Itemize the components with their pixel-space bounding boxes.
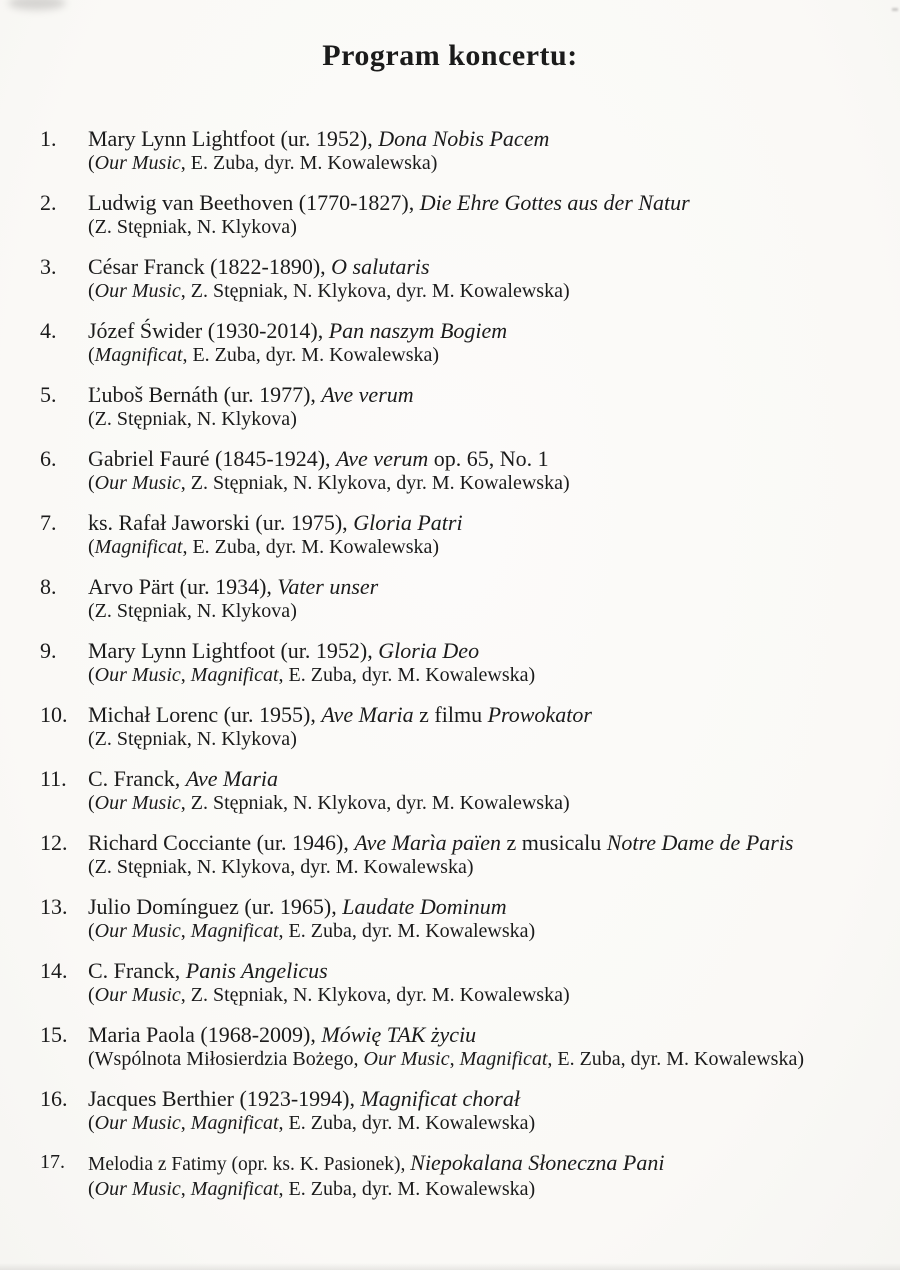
entry-text-italic: Pan naszym Bogiem [328,318,508,343]
entry-content [88,830,870,880]
entry-number: 10. [40,702,68,727]
entry-content [88,574,870,624]
program-entry [40,702,870,752]
entry-text-roman: Jacques Berthier (1923-1994), [88,1086,361,1111]
entry-composer-and-title [88,190,870,215]
program-entry [40,382,870,432]
entry-text-roman: , [180,1112,191,1134]
entry-performers [88,1177,870,1202]
entry-text-italic: Our Music [94,152,181,174]
entry-composer-and-title [88,766,870,791]
entry-text-roman: , E. Zuba, dyr. M. Kowalewska) [182,344,440,366]
entry-text-roman: , E. Zuba, dyr. M. Kowalewska) [180,152,438,174]
program-entry [40,318,870,368]
entry-performers [88,855,870,880]
entry-text-roman: op. 65, No. 1 [428,446,549,471]
program-entry [40,894,870,944]
entry-text-italic: Our Music [94,280,181,302]
entry-text-roman: Maria Paola (1968-2009), [88,1022,322,1047]
entry-text-roman: ( [88,1112,95,1134]
entry-content [88,126,870,176]
entry-text-roman: , [180,920,191,942]
entry-text-roman: , E. Zuba, dyr. M. Kowalewska) [278,1112,536,1134]
entry-text-italic: Our Music [94,1178,181,1200]
entry-text-roman: (Z. Stępniak, N. Klykova, dyr. M. Kowalewska) [88,856,474,878]
entry-text-italic: Magnificat [190,1178,279,1200]
entry-number: 15. [40,1022,68,1047]
entry-text-roman: (Wspólnota Miłosierdzia Bożego, [88,1048,364,1070]
entry-composer-and-title [88,638,870,663]
entry-text-italic: Panis Angelicus [185,958,328,983]
entry-text-roman: Melodia z Fatimy (opr. ks. K. Pasionek), [88,1154,411,1175]
entry-content [88,1022,870,1072]
program-entry [40,830,870,880]
entry-text-italic: Ave Marìa païen [354,830,502,855]
entry-text-roman: Richard Cocciante (ur. 1946), [88,830,355,855]
entry-text-roman: Mary Lynn Lightfoot (ur. 1952), [88,638,379,663]
entry-text-roman: , Z. Stępniak, N. Klykova, dyr. M. Kowalewska) [180,280,570,302]
entry-text-italic: Magnificat [190,1112,279,1134]
entry-composer-and-title [88,1086,870,1111]
entry-text-roman: z musicalu [501,830,607,855]
program-entry [40,126,870,176]
entry-number: 5. [40,382,57,407]
scan-artifact-top-right [892,8,898,11]
entry-number: 11. [40,766,67,791]
program-entry [40,1150,870,1202]
entry-number: 17. [40,1151,65,1173]
entry-text-roman: Arvo Pärt (ur. 1934), [88,574,278,599]
program-entry [40,190,870,240]
entry-text-roman: , Z. Stępniak, N. Klykova, dyr. M. Kowalewska) [180,472,570,494]
entry-content [88,702,870,752]
entry-performers [88,983,870,1008]
entry-text-roman: Mary Lynn Lightfoot (ur. 1952), [88,126,379,151]
entry-text-italic: Magnificat [94,536,183,558]
page-title: Program koncertu: [322,39,578,72]
entry-text-roman: C. Franck, [88,766,186,791]
entry-text-roman: (Z. Stępniak, N. Klykova) [88,728,297,750]
entry-composer-and-title [88,382,870,407]
entry-text-roman: , E. Zuba, dyr. M. Kowalewska) [547,1048,804,1070]
entry-text-roman: César Franck (1822-1890), [88,254,332,279]
entry-text-roman: ( [88,344,95,366]
entry-content [88,894,870,944]
entry-performers [88,471,870,496]
entry-number: 16. [40,1086,68,1111]
entry-content [88,510,870,560]
entry-content [88,382,870,432]
entry-text-italic: Ave Maria [321,702,414,727]
entry-composer-and-title [88,702,870,727]
entry-composer-and-title [88,958,870,983]
program-list [40,126,870,1202]
entry-performers [88,535,870,560]
entry-number: 6. [40,446,57,471]
entry-text-italic: Magnificat chorał [360,1086,520,1111]
entry-text-roman: , [180,1178,191,1200]
entry-text-italic: Notre Dame de Paris [606,830,794,855]
entry-performers [88,407,870,432]
entry-performers [88,1111,870,1136]
program-entry [40,638,870,688]
entry-text-roman: Józef Świder (1930-2014), [88,318,329,343]
entry-text-roman: , [180,664,191,686]
entry-composer-and-title [88,446,870,471]
program-entry [40,1086,870,1136]
entry-text-roman: Ludwig van Beethoven (1770-1827), [88,190,420,215]
entry-number: 2. [40,190,57,215]
entry-text-roman: ( [88,280,95,302]
entry-text-italic: Gloria Deo [378,638,480,663]
entry-text-roman: ks. Rafał Jaworski (ur. 1975), [88,510,354,535]
entry-text-italic: Magnificat [459,1048,548,1070]
entry-performers [88,663,870,688]
entry-composer-and-title [88,830,870,855]
entry-composer-and-title [88,574,870,599]
entry-number: 1. [40,126,57,151]
entry-text-roman: (Z. Stępniak, N. Klykova) [88,600,297,622]
entry-composer-and-title [88,1150,870,1177]
entry-text-roman: ( [88,984,95,1006]
entry-text-roman: (Z. Stępniak, N. Klykova) [88,216,297,238]
entry-text-italic: Ave verum [321,382,414,407]
program-entry [40,510,870,560]
entry-number: 9. [40,638,57,663]
entry-number: 8. [40,574,57,599]
entry-performers [88,1047,870,1072]
entry-text-roman: , E. Zuba, dyr. M. Kowalewska) [278,920,536,942]
entry-text-italic: Vater unser [277,574,379,599]
entry-text-italic: Our Music [94,1112,181,1134]
entry-text-italic: Our Music [94,984,181,1006]
entry-text-roman: Michał Lorenc (ur. 1955), [88,702,322,727]
entry-text-roman: Ľuboš Bernáth (ur. 1977), [88,382,322,407]
entry-text-italic: Ave verum [336,446,429,471]
entry-content [88,254,870,304]
entry-performers [88,343,870,368]
entry-content [88,1150,870,1202]
entry-content [88,1086,870,1136]
entry-performers [88,215,870,240]
entry-text-roman: ( [88,1178,95,1200]
program-entry [40,574,870,624]
entry-text-italic: Niepokalana Słoneczna Pani [410,1150,665,1175]
entry-composer-and-title [88,894,870,919]
entry-text-italic: O salutaris [331,254,430,279]
entry-text-italic: Laudate Dominum [342,894,507,919]
entry-text-italic: Gloria Patri [353,510,463,535]
program-entry [40,446,870,496]
entry-text-roman: z filmu [413,702,488,727]
entry-text-italic: Our Music [94,664,181,686]
entry-text-roman: Julio Domínguez (ur. 1965), [88,894,343,919]
entry-content [88,318,870,368]
entry-text-roman: , E. Zuba, dyr. M. Kowalewska) [278,664,536,686]
entry-performers [88,791,870,816]
entry-text-roman: ( [88,472,95,494]
entry-content [88,638,870,688]
entry-text-italic: Our Music [94,920,181,942]
entry-performers [88,919,870,944]
entry-content [88,446,870,496]
entry-composer-and-title [88,254,870,279]
entry-text-italic: Magnificat [190,664,279,686]
entry-number: 14. [40,958,68,983]
entry-content [88,766,870,816]
entry-text-roman: C. Franck, [88,958,186,983]
entry-content [88,190,870,240]
entry-number: 12. [40,830,68,855]
entry-performers [88,599,870,624]
entry-composer-and-title [88,1022,870,1047]
entry-text-roman: , [449,1048,460,1070]
entry-composer-and-title [88,318,870,343]
entry-number: 13. [40,894,68,919]
program-entry [40,766,870,816]
entry-text-roman: , E. Zuba, dyr. M. Kowalewska) [182,536,440,558]
entry-text-roman: Gabriel Fauré (1845-1924), [88,446,337,471]
entry-text-roman: ( [88,792,95,814]
entry-text-italic: Mówię TAK życiu [321,1022,477,1047]
entry-text-italic: Ave Maria [185,766,279,791]
program-entry [40,1022,870,1072]
entry-text-italic: Our Music [363,1048,450,1070]
entry-number: 4. [40,318,57,343]
entry-number: 3. [40,254,57,279]
entry-text-roman: , E. Zuba, dyr. M. Kowalewska) [278,1178,536,1200]
entry-text-italic: Magnificat [190,920,279,942]
entry-text-roman: ( [88,152,95,174]
entry-text-roman: , Z. Stępniak, N. Klykova, dyr. M. Kowalewska) [180,792,570,814]
entry-performers [88,727,870,752]
scan-artifact-bottom-edge [0,1263,900,1270]
entry-text-roman: , Z. Stępniak, N. Klykova, dyr. M. Kowalewska) [180,984,570,1006]
entry-text-roman: ( [88,536,95,558]
entry-text-italic: Our Music [94,792,181,814]
entry-text-italic: Magnificat [94,344,183,366]
entry-text-roman: ( [88,664,95,686]
entry-text-italic: Our Music [94,472,181,494]
entry-content [88,958,870,1008]
entry-number: 7. [40,510,57,535]
entry-text-roman: ( [88,920,95,942]
entry-text-italic: Die Ehre Gottes aus der Natur [419,190,690,215]
entry-composer-and-title [88,510,870,535]
entry-text-italic: Prowokator [487,702,592,727]
program-entry [40,958,870,1008]
entry-text-italic: Dona Nobis Pacem [378,126,550,151]
entry-performers [88,279,870,304]
entry-performers [88,151,870,176]
program-entry [40,254,870,304]
entry-text-roman: (Z. Stępniak, N. Klykova) [88,408,297,430]
entry-composer-and-title [88,126,870,151]
